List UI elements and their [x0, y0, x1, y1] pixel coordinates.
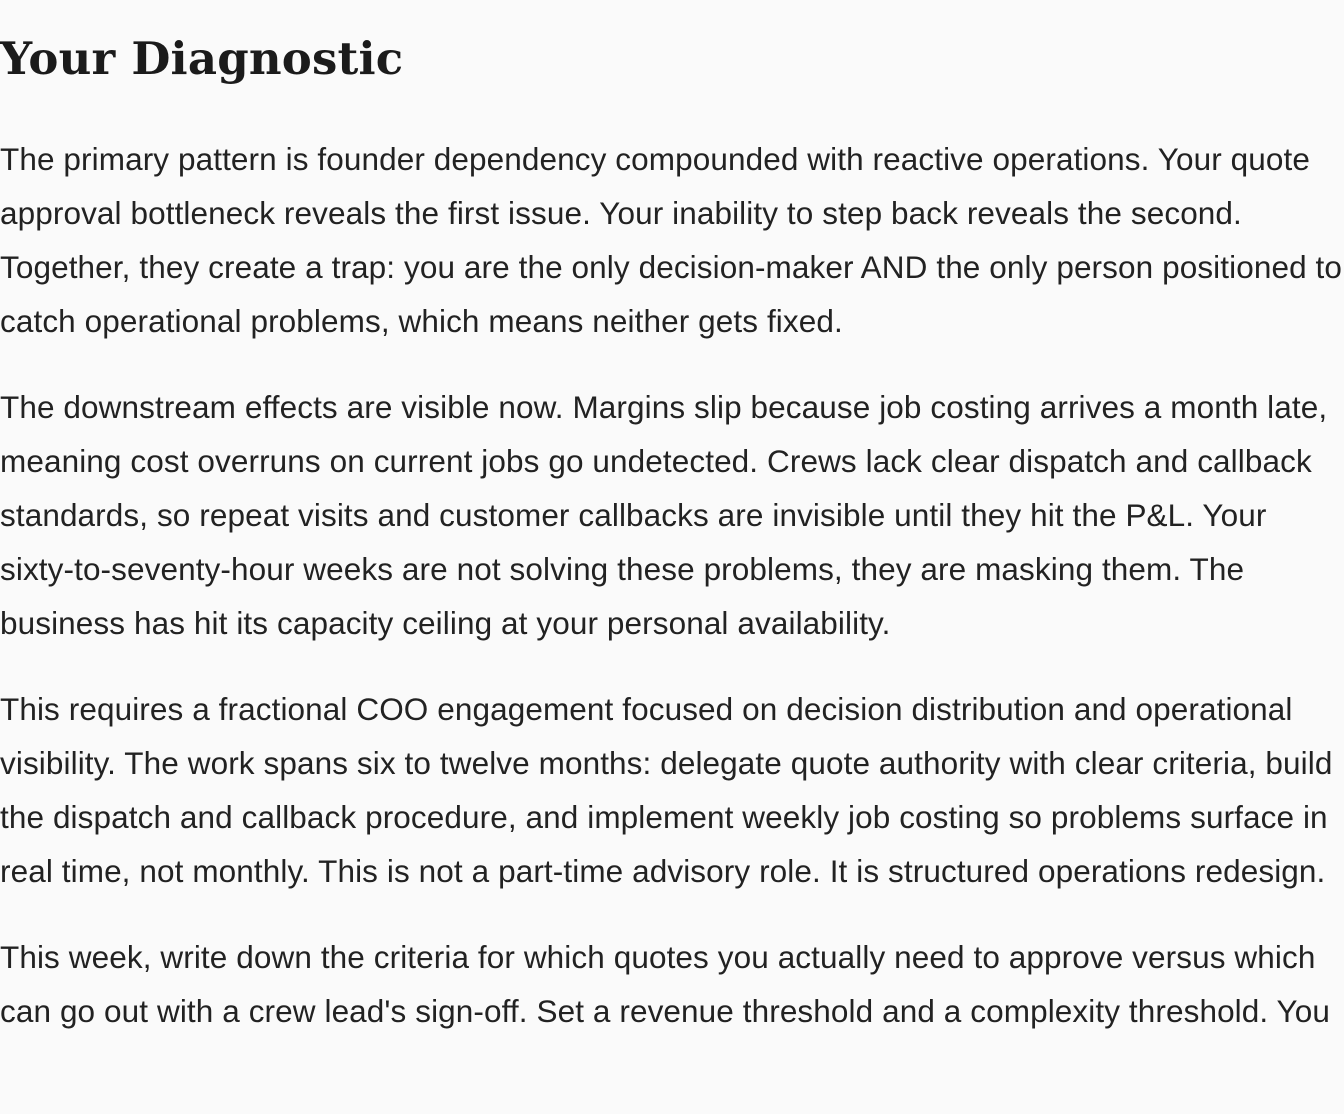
diagnostic-paragraph-downstream-effects: The downstream effects are visible now. Margins slip because job costing arrives a month late, meaning cost overruns on current jobs go undetected. Crews lack clear dispatch and callback standards, so repeat visits and customer callbacks are invisible until they hit the P&L. Your sixty-to-seventy-hour weeks are not solving these problems, they are masking them. The business has hit its capacity ceiling at your personal availability. — [0, 389, 1328, 641]
page-title: Your Diagnostic — [0, 32, 404, 85]
diagnostic-paragraph-recommendation: This requires a fractional COO engagement focused on decision distribution and operational visibility. The work spans six to twelve months: delegate quote authority with clear criteria, build the dispatch and callback procedure, and implement weekly job costing so problems surface in real time, not monthly. This is not a part-time advisory role. It is structured operations redesign. — [0, 691, 1333, 889]
diagnostic-paragraph-this-week: This week, write down the criteria for which quotes you actually need to approve versus which can go out with a crew lead's sign-off. Set a revenue threshold and a complexity threshold. You — [0, 939, 1330, 1029]
diagnostic-paragraph-primary-pattern: The primary pattern is founder dependency compounded with reactive operations. Your quote approval bottleneck reveals the first issue. Your inability to step back reveals the second. Together, they create a trap: you are the only decision-maker AND the only person positioned to catch operational problems, which means neither gets fixed. — [0, 141, 1343, 339]
